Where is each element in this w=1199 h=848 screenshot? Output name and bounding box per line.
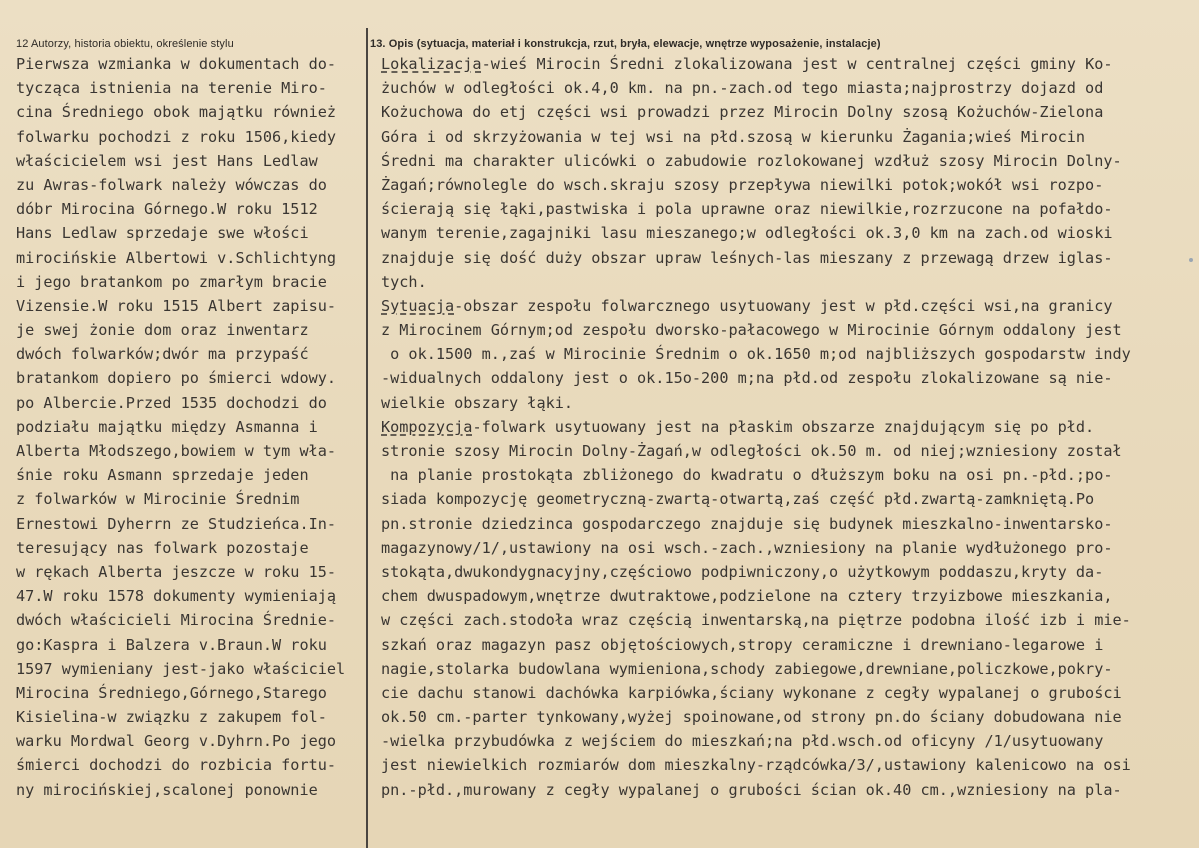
description-text-line	[381, 294, 1193, 318]
history-text-line: Pierwsza wzmianka w dokumentach do-	[16, 55, 337, 73]
description-text-line	[381, 633, 1193, 657]
right-column-header: 13. Opis (sytuacja, materiał i konstrukcja, rzut, bryła, elewacje, wnętrze wyposażenie, instalacje)	[370, 38, 881, 50]
description-text: cie dachu stanowi dachówka karpiówka,ściany wykonane z cegły wypalanej o grubości	[381, 683, 1122, 702]
history-text-line: ny mirocińskiej,scalonej ponownie	[16, 780, 318, 799]
description-text-line	[381, 415, 1193, 439]
description-text: -folwark usytuowany jest na płaskim obszarze znajdującym się po płd.	[472, 417, 1095, 436]
description-text: o ok.1500 m.,zaś w Mirocinie Średnim o ok.1650 m;od najbliższych gospodarstw indy	[381, 345, 1131, 364]
description-text-line	[381, 487, 1193, 511]
description-text: znajduje się dość duży obszar upraw leśnych-las mieszany z przewagą drzew iglas-	[381, 248, 1113, 267]
history-text-line: Vizensie.W roku 1515 Albert zapisu-	[16, 296, 337, 315]
history-text-line: dóbr Mirocina Górnego.W roku 1512	[16, 200, 318, 219]
description-text: jest niewielkich rozmiarów dom mieszkalny-rządcówka/3/,ustawiony kalenicowo na osi	[381, 756, 1131, 775]
history-text-line: Alberta Młodszego,bowiem w tym wła-	[16, 442, 337, 460]
history-text-line: śmierci dochodzi do rozbicia fortu-	[16, 756, 337, 775]
history-text-line: z folwarków w Mirocinie Średnim	[16, 490, 300, 509]
description-text-line	[381, 173, 1193, 197]
description-text-line	[381, 125, 1193, 149]
description-text-line	[381, 76, 1193, 100]
description-text: chem dwuspadowym,wnętrze dwutraktowe,podzielone na cztery trzyizbowe mieszkania,	[381, 587, 1113, 606]
description-text: szkań oraz magazyn pasz objętościowych,stropy ceramiczne i drewniano-legarowe i	[381, 635, 1104, 654]
description-text: na planie prostokąta zbliżonego do kwadratu o dłuższym boku na osi pn.-płd.;po-	[381, 466, 1113, 485]
description-text-line	[381, 342, 1193, 366]
description-text: stokąta,dwukondygnacyjny,częściowo podpiwniczony,o użytkowym poddaszu,kryty da-	[381, 562, 1104, 581]
history-text-line: zu Awras-folwark należy wówczas do	[16, 175, 327, 194]
description-text-line	[381, 463, 1193, 487]
history-text-line: Ernestowi Dyherrn ze Studzieńca.In-	[16, 514, 337, 533]
description-text-line	[381, 512, 1193, 536]
description-text: ścierają się łąki,pastwiska i pola uprawne oraz niewilkie,rozrzucone na pofałdo-	[381, 200, 1113, 219]
description-text-line	[381, 560, 1193, 584]
history-text-line: 47.W roku 1578 dokumenty wymieniają	[16, 587, 337, 606]
description-text-line	[381, 778, 1193, 802]
description-text-line	[381, 318, 1193, 342]
description-text-line	[381, 197, 1193, 221]
left-column-header: 12 Autorzy, historia obiektu, określenie stylu	[16, 38, 234, 50]
description-text: Żagań;równolegle do wsch.skraju szosy przepływa niewilki potok;wokół wsi rozpo-	[381, 175, 1104, 194]
description-text: -widualnych oddalony jest o ok.15o-200 m;na płd.od zespołu zlokalizowane są nie-	[381, 369, 1113, 388]
section-heading: Kompozycja	[381, 417, 473, 436]
description-text-line	[381, 681, 1193, 705]
history-text-line: Mirocina Średniego,Górnego,Starego	[16, 683, 327, 702]
description-text: stronie szosy Mirocin Dolny-Żagań,w odległości ok.50 m. od niej;wzniesiony został	[381, 442, 1122, 460]
description-text-line	[381, 439, 1193, 463]
description-text: z Mirocinem Górnym;od zespołu dworsko-pałacowego w Mirocinie Górnym oddalony jest	[381, 321, 1122, 340]
history-text-line: 1597 wymieniany jest-jako właściciel	[16, 659, 346, 678]
description-text: nagie,stolarka budowlana wymieniona,schody zabiegowe,drewniane,policzkowe,pokry-	[381, 659, 1113, 678]
section-heading: Lokalizacja	[381, 55, 482, 73]
history-text-line: śnie roku Asmann sprzedaje jeden	[16, 466, 309, 485]
description-text-line	[381, 52, 1193, 76]
description-text-line	[381, 366, 1193, 390]
description-text: siada kompozycję geometryczną-zwartą-otwartą,zaś część płd.zwartą-zamkniętą.Po	[381, 490, 1095, 509]
description-text-line	[381, 584, 1193, 608]
history-text-line: warku Mordwal Georg v.Dyhrn.Po jego	[16, 732, 337, 751]
description-text-line	[381, 100, 1193, 124]
description-text-line	[381, 657, 1193, 681]
history-text-line: mirocińskie Albertowi v.Schlichtyng	[16, 248, 337, 267]
history-text-line: folwarku pochodzi z roku 1506,kiedy	[16, 127, 337, 146]
history-text-line: po Albercie.Przed 1535 dochodzi do	[16, 393, 327, 412]
history-text-line: go:Kaspra i Balzera v.Braun.W roku	[16, 635, 327, 654]
ink-spot	[1189, 258, 1193, 262]
description-text: wielkie obszary łąki.	[381, 393, 574, 412]
description-text-line	[381, 729, 1193, 753]
description-text: wanym terenie,zagajniki lasu mieszanego;w odległości ok.3,0 km na zach.od wioski	[381, 224, 1113, 243]
history-text-line: podziału majątku między Asmanna i	[16, 417, 318, 436]
history-text-column	[16, 52, 361, 802]
history-text-line: i jego bratankom po zmarłym bracie	[16, 272, 327, 291]
description-text-line	[381, 536, 1193, 560]
description-text-line	[381, 246, 1193, 270]
description-text: żuchów w odległości ok.4,0 km. na pn.-zach.od tego miasta;najprostrzy dojazd od	[381, 79, 1104, 98]
description-text-line	[381, 753, 1193, 777]
description-text: Średni ma charakter ulicówki o zabudowie rozlokowanej wzdłuż szosy Mirocin Dolny-	[381, 151, 1122, 170]
description-text: pn.-płd.,murowany z cegły wypalanej o grubości ścian ok.40 cm.,wzniesiony na pla-	[381, 780, 1122, 799]
history-text-line: bratankom dopiero po śmierci wdowy.	[16, 369, 337, 388]
history-text-line: je swej żonie dom oraz inwentarz	[16, 321, 309, 340]
description-text: tych.	[381, 272, 427, 291]
description-text: -wielka przybudówka z wejściem do mieszkań;na płd.wsch.od oficyny /1/usytuowany	[381, 732, 1104, 751]
description-text: magazynowy/1/,ustawiony na osi wsch.-zach.,wzniesiony na planie wydłużonego pro-	[381, 538, 1113, 557]
description-text-line	[381, 391, 1193, 415]
description-text: pn.stronie dziedzinca gospodarczego znajduje się budynek mieszkalno-inwentarsko-	[381, 514, 1113, 533]
description-text-column	[381, 52, 1193, 802]
column-divider	[366, 28, 368, 848]
description-text-line	[381, 149, 1193, 173]
history-text-line: cina Średniego obok majątku również	[16, 103, 337, 122]
description-text-line	[381, 608, 1193, 632]
description-text: Góra i od skrzyżowania w tej wsi na płd.szosą w kierunku Żagania;wieś Mirocin	[381, 127, 1086, 146]
history-text-line: Hans Ledlaw sprzedaje swe włości	[16, 224, 309, 243]
description-text-line	[381, 705, 1193, 729]
history-text-line: dwóch folwarków;dwór ma przypaść	[16, 345, 309, 364]
description-text-line	[381, 270, 1193, 294]
history-text-line: teresujący nas folwark pozostaje	[16, 538, 309, 557]
history-text-line: tycząca istnienia na terenie Miro-	[16, 79, 327, 98]
description-text: Kożuchowa do etj części wsi prowadzi przez Mirocin Dolny szosą Kożuchów-Zielona	[381, 103, 1104, 122]
description-text-line	[381, 221, 1193, 245]
description-text: -obszar zespołu folwarcznego usytuowany jest w płd.części wsi,na granicy	[454, 296, 1113, 315]
description-text: w części zach.stodoła wraz częścią inwentarską,na piętrze podobna ilość izb i mie-	[381, 611, 1131, 630]
description-text: -wieś Mirocin Średni zlokalizowana jest w centralnej części gminy Ko-	[481, 55, 1113, 73]
history-text-line: w rękach Alberta jeszcze w roku 15-	[16, 562, 337, 581]
section-heading: Sytuacja	[381, 296, 455, 315]
history-text-line: właścicielem wsi jest Hans Ledlaw	[16, 151, 318, 170]
history-text-line: Kisielina-w związku z zakupem fol-	[16, 708, 327, 727]
history-text-line: dwóch właścicieli Mirocina Średnie-	[16, 611, 337, 630]
description-text: ok.50 cm.-parter tynkowany,wyżej spoinowane,od strony pn.do ściany dobudowana nie	[381, 708, 1122, 727]
